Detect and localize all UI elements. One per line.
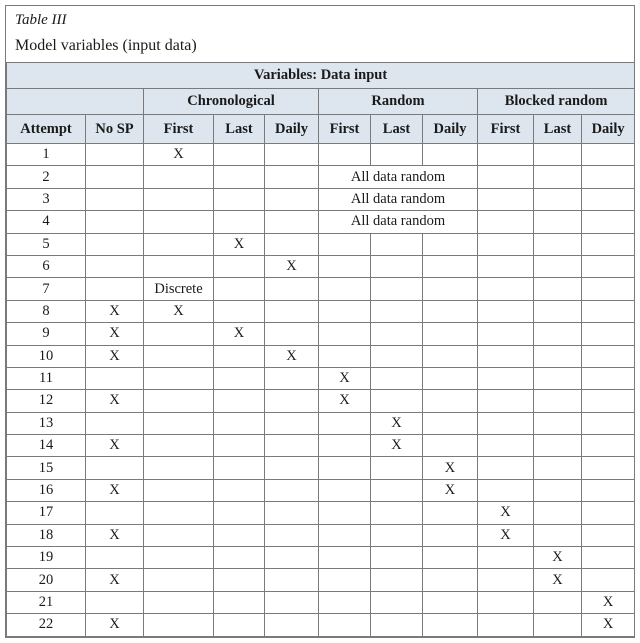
note-cell: All data random xyxy=(319,211,478,233)
attempt-cell: 5 xyxy=(7,233,86,255)
data-cell xyxy=(319,547,371,569)
data-cell xyxy=(214,390,265,412)
attempt-cell: 2 xyxy=(7,166,86,188)
data-cell xyxy=(423,569,478,591)
data-cell xyxy=(582,211,635,233)
column-header-random-daily: Daily xyxy=(423,115,478,144)
attempt-cell: 13 xyxy=(7,412,86,434)
table-row xyxy=(7,412,635,434)
data-cell: X xyxy=(319,367,371,389)
data-cell xyxy=(582,524,635,546)
data-cell xyxy=(371,390,423,412)
data-cell xyxy=(423,591,478,613)
data-cell xyxy=(582,144,635,166)
column-header-random-first: First xyxy=(319,115,371,144)
table-row xyxy=(7,211,635,233)
column-header-chronological-last: Last xyxy=(214,115,265,144)
data-cell xyxy=(214,591,265,613)
data-cell xyxy=(534,211,582,233)
data-cell xyxy=(478,188,534,210)
data-cell xyxy=(478,591,534,613)
data-cell xyxy=(144,367,214,389)
data-cell xyxy=(319,591,371,613)
data-cell xyxy=(423,502,478,524)
data-cell xyxy=(86,412,144,434)
data-cell xyxy=(534,255,582,277)
data-cell xyxy=(371,524,423,546)
data-cell xyxy=(144,345,214,367)
data-cell xyxy=(265,591,319,613)
data-cell xyxy=(478,412,534,434)
table-row xyxy=(7,547,635,569)
data-cell xyxy=(319,502,371,524)
data-cell xyxy=(214,188,265,210)
note-cell: All data random xyxy=(319,166,478,188)
note-cell: Discrete xyxy=(144,278,214,300)
data-cell xyxy=(265,457,319,479)
data-cell xyxy=(144,614,214,636)
data-cell xyxy=(371,547,423,569)
data-cell xyxy=(371,457,423,479)
data-cell xyxy=(534,502,582,524)
data-cell xyxy=(214,547,265,569)
column-header-chronological-first: First xyxy=(144,115,214,144)
data-cell xyxy=(319,255,371,277)
data-cell xyxy=(423,323,478,345)
data-cell xyxy=(371,144,423,166)
data-cell xyxy=(265,569,319,591)
data-cell xyxy=(478,479,534,501)
data-cell: X xyxy=(86,479,144,501)
column-header-blocked-last: Last xyxy=(534,115,582,144)
data-cell: X xyxy=(582,591,635,613)
data-cell: X xyxy=(534,547,582,569)
header-group-blank xyxy=(7,89,144,115)
data-cell xyxy=(319,278,371,300)
data-cell xyxy=(86,255,144,277)
data-cell xyxy=(478,278,534,300)
data-cell xyxy=(86,547,144,569)
data-cell xyxy=(265,188,319,210)
data-cell xyxy=(144,591,214,613)
data-cell: X xyxy=(534,569,582,591)
data-cell xyxy=(319,300,371,322)
data-cell xyxy=(478,300,534,322)
data-cell: X xyxy=(319,390,371,412)
attempt-cell: 7 xyxy=(7,278,86,300)
table-row xyxy=(7,457,635,479)
attempt-cell: 4 xyxy=(7,211,86,233)
data-cell xyxy=(265,211,319,233)
data-cell xyxy=(214,569,265,591)
data-cell xyxy=(423,435,478,457)
data-cell xyxy=(214,502,265,524)
data-cell xyxy=(423,144,478,166)
data-cell: X xyxy=(86,300,144,322)
data-cell xyxy=(265,166,319,188)
data-cell xyxy=(371,300,423,322)
data-cell xyxy=(265,144,319,166)
data-cell xyxy=(144,435,214,457)
data-cell xyxy=(478,144,534,166)
data-cell xyxy=(478,323,534,345)
data-cell xyxy=(478,614,534,636)
data-cell xyxy=(582,233,635,255)
data-cell xyxy=(144,479,214,501)
data-cell xyxy=(423,614,478,636)
data-cell xyxy=(144,390,214,412)
table-caption xyxy=(6,6,634,62)
data-cell xyxy=(423,390,478,412)
data-cell xyxy=(319,345,371,367)
data-cell xyxy=(371,502,423,524)
table-row xyxy=(7,300,635,322)
data-cell xyxy=(214,367,265,389)
header-row-top xyxy=(7,63,635,89)
data-cell xyxy=(582,435,635,457)
table-row xyxy=(7,323,635,345)
data-cell: X xyxy=(478,524,534,546)
data-cell: X xyxy=(144,300,214,322)
table-row xyxy=(7,166,635,188)
table-row xyxy=(7,479,635,501)
data-cell xyxy=(534,278,582,300)
data-cell: X xyxy=(144,144,214,166)
data-cell xyxy=(214,524,265,546)
data-cell xyxy=(534,435,582,457)
attempt-cell: 17 xyxy=(7,502,86,524)
data-cell xyxy=(214,457,265,479)
data-cell xyxy=(582,278,635,300)
data-cell xyxy=(478,233,534,255)
table-row xyxy=(7,345,635,367)
data-cell xyxy=(144,188,214,210)
data-cell xyxy=(214,435,265,457)
data-cell xyxy=(582,412,635,434)
data-cell xyxy=(534,144,582,166)
attempt-cell: 11 xyxy=(7,367,86,389)
data-cell xyxy=(265,524,319,546)
data-cell xyxy=(423,547,478,569)
table-row xyxy=(7,233,635,255)
data-cell xyxy=(534,614,582,636)
header-group-random: Random xyxy=(319,89,478,115)
data-cell xyxy=(534,345,582,367)
data-cell xyxy=(423,345,478,367)
data-cell xyxy=(86,367,144,389)
data-cell xyxy=(582,367,635,389)
data-cell: X xyxy=(265,255,319,277)
data-cell: X xyxy=(86,345,144,367)
data-cell xyxy=(423,255,478,277)
data-cell xyxy=(534,524,582,546)
data-cell xyxy=(319,614,371,636)
data-cell xyxy=(214,166,265,188)
data-cell xyxy=(371,569,423,591)
data-cell: X xyxy=(265,345,319,367)
data-cell xyxy=(86,144,144,166)
data-cell xyxy=(319,323,371,345)
attempt-cell: 18 xyxy=(7,524,86,546)
data-cell xyxy=(319,144,371,166)
data-cell xyxy=(86,233,144,255)
data-cell xyxy=(534,323,582,345)
data-cell xyxy=(582,502,635,524)
attempt-cell: 14 xyxy=(7,435,86,457)
data-cell xyxy=(371,591,423,613)
data-cell xyxy=(478,457,534,479)
data-cell xyxy=(478,255,534,277)
data-cell xyxy=(86,457,144,479)
data-cell xyxy=(534,479,582,501)
data-cell xyxy=(582,323,635,345)
data-cell xyxy=(86,502,144,524)
attempt-cell: 10 xyxy=(7,345,86,367)
data-cell xyxy=(144,166,214,188)
data-cell xyxy=(265,435,319,457)
data-cell xyxy=(534,390,582,412)
data-cell xyxy=(144,524,214,546)
attempt-cell: 8 xyxy=(7,300,86,322)
data-cell: X xyxy=(86,390,144,412)
data-cell xyxy=(214,479,265,501)
data-cell: X xyxy=(214,323,265,345)
attempt-cell: 3 xyxy=(7,188,86,210)
data-cell xyxy=(265,278,319,300)
attempt-cell: 9 xyxy=(7,323,86,345)
data-cell xyxy=(371,233,423,255)
data-cell xyxy=(534,233,582,255)
data-cell xyxy=(371,255,423,277)
table-body xyxy=(7,144,635,637)
data-cell xyxy=(144,569,214,591)
data-cell xyxy=(371,367,423,389)
data-cell xyxy=(214,144,265,166)
data-cell xyxy=(478,547,534,569)
data-cell xyxy=(582,300,635,322)
header-group-blocked-random: Blocked random xyxy=(478,89,635,115)
header-row-groups xyxy=(7,89,635,115)
header-row-columns xyxy=(7,115,635,144)
data-cell: X xyxy=(214,233,265,255)
data-cell xyxy=(534,166,582,188)
data-cell xyxy=(144,547,214,569)
data-cell xyxy=(214,345,265,367)
data-cell xyxy=(319,457,371,479)
data-cell xyxy=(214,211,265,233)
data-cell xyxy=(265,233,319,255)
data-cell xyxy=(86,166,144,188)
attempt-cell: 6 xyxy=(7,255,86,277)
column-header-chronological-daily: Daily xyxy=(265,115,319,144)
data-cell xyxy=(534,412,582,434)
attempt-cell: 20 xyxy=(7,569,86,591)
data-cell xyxy=(265,547,319,569)
data-cell xyxy=(423,367,478,389)
data-table xyxy=(6,62,635,637)
data-cell xyxy=(214,278,265,300)
data-cell xyxy=(582,479,635,501)
table-row xyxy=(7,502,635,524)
data-cell xyxy=(265,479,319,501)
table-frame xyxy=(5,5,635,638)
data-cell xyxy=(214,255,265,277)
data-cell xyxy=(534,591,582,613)
data-cell: X xyxy=(371,412,423,434)
attempt-cell: 21 xyxy=(7,591,86,613)
data-cell xyxy=(86,188,144,210)
data-cell xyxy=(319,412,371,434)
data-cell: X xyxy=(423,457,478,479)
data-cell xyxy=(144,323,214,345)
data-cell xyxy=(534,367,582,389)
data-cell xyxy=(319,435,371,457)
data-cell xyxy=(478,367,534,389)
data-cell xyxy=(478,166,534,188)
data-cell: X xyxy=(86,569,144,591)
table-row xyxy=(7,569,635,591)
data-cell xyxy=(371,323,423,345)
attempt-cell: 12 xyxy=(7,390,86,412)
table-row xyxy=(7,591,635,613)
data-cell xyxy=(86,591,144,613)
data-cell xyxy=(265,367,319,389)
table-row xyxy=(7,390,635,412)
table-row xyxy=(7,524,635,546)
data-cell xyxy=(144,412,214,434)
data-cell xyxy=(582,345,635,367)
data-cell: X xyxy=(582,614,635,636)
data-cell xyxy=(478,435,534,457)
table-row xyxy=(7,278,635,300)
header-variables: Variables: Data input xyxy=(7,63,635,89)
data-cell xyxy=(144,502,214,524)
data-cell xyxy=(144,233,214,255)
attempt-cell: 19 xyxy=(7,547,86,569)
table-header xyxy=(7,63,635,144)
data-cell: X xyxy=(371,435,423,457)
table-row xyxy=(7,614,635,636)
data-cell xyxy=(265,323,319,345)
header-group-chronological: Chronological xyxy=(144,89,319,115)
table-title: Model variables (input data) xyxy=(15,37,197,54)
column-header-blocked-daily: Daily xyxy=(582,115,635,144)
data-cell xyxy=(423,278,478,300)
data-cell xyxy=(478,569,534,591)
data-cell xyxy=(582,569,635,591)
data-cell xyxy=(423,412,478,434)
data-cell xyxy=(144,211,214,233)
table-row xyxy=(7,367,635,389)
data-cell xyxy=(265,502,319,524)
data-cell xyxy=(319,524,371,546)
data-cell xyxy=(371,278,423,300)
data-cell xyxy=(478,211,534,233)
data-cell xyxy=(582,188,635,210)
data-cell xyxy=(214,300,265,322)
table-row xyxy=(7,188,635,210)
data-cell xyxy=(214,614,265,636)
data-cell xyxy=(423,300,478,322)
data-cell xyxy=(534,188,582,210)
data-cell xyxy=(423,524,478,546)
table-row xyxy=(7,435,635,457)
data-cell xyxy=(371,614,423,636)
data-cell xyxy=(319,569,371,591)
data-cell xyxy=(319,479,371,501)
data-cell: X xyxy=(423,479,478,501)
attempt-cell: 16 xyxy=(7,479,86,501)
data-cell xyxy=(582,166,635,188)
data-cell: X xyxy=(478,502,534,524)
column-header-random-last: Last xyxy=(371,115,423,144)
data-cell xyxy=(478,390,534,412)
data-cell xyxy=(144,255,214,277)
data-cell xyxy=(265,300,319,322)
data-cell: X xyxy=(86,614,144,636)
data-cell: X xyxy=(86,435,144,457)
data-cell xyxy=(319,233,371,255)
data-cell: X xyxy=(86,323,144,345)
data-cell xyxy=(371,479,423,501)
data-cell xyxy=(371,345,423,367)
data-cell xyxy=(534,457,582,479)
data-cell xyxy=(265,614,319,636)
data-cell xyxy=(534,300,582,322)
data-cell xyxy=(214,412,265,434)
table-label: Table III xyxy=(15,12,67,28)
table-row xyxy=(7,144,635,166)
data-cell: X xyxy=(86,524,144,546)
data-cell xyxy=(144,457,214,479)
data-cell xyxy=(86,211,144,233)
data-cell xyxy=(582,255,635,277)
data-cell xyxy=(582,547,635,569)
column-header-no-sp: No SP xyxy=(86,115,144,144)
attempt-cell: 15 xyxy=(7,457,86,479)
data-cell xyxy=(582,457,635,479)
attempt-cell: 22 xyxy=(7,614,86,636)
data-cell xyxy=(86,278,144,300)
data-cell xyxy=(582,390,635,412)
column-header-attempt: Attempt xyxy=(7,115,86,144)
column-header-blocked-first: First xyxy=(478,115,534,144)
attempt-cell: 1 xyxy=(7,144,86,166)
data-cell xyxy=(265,390,319,412)
table-row xyxy=(7,255,635,277)
data-cell xyxy=(265,412,319,434)
note-cell: All data random xyxy=(319,188,478,210)
data-cell xyxy=(423,233,478,255)
data-cell xyxy=(478,345,534,367)
